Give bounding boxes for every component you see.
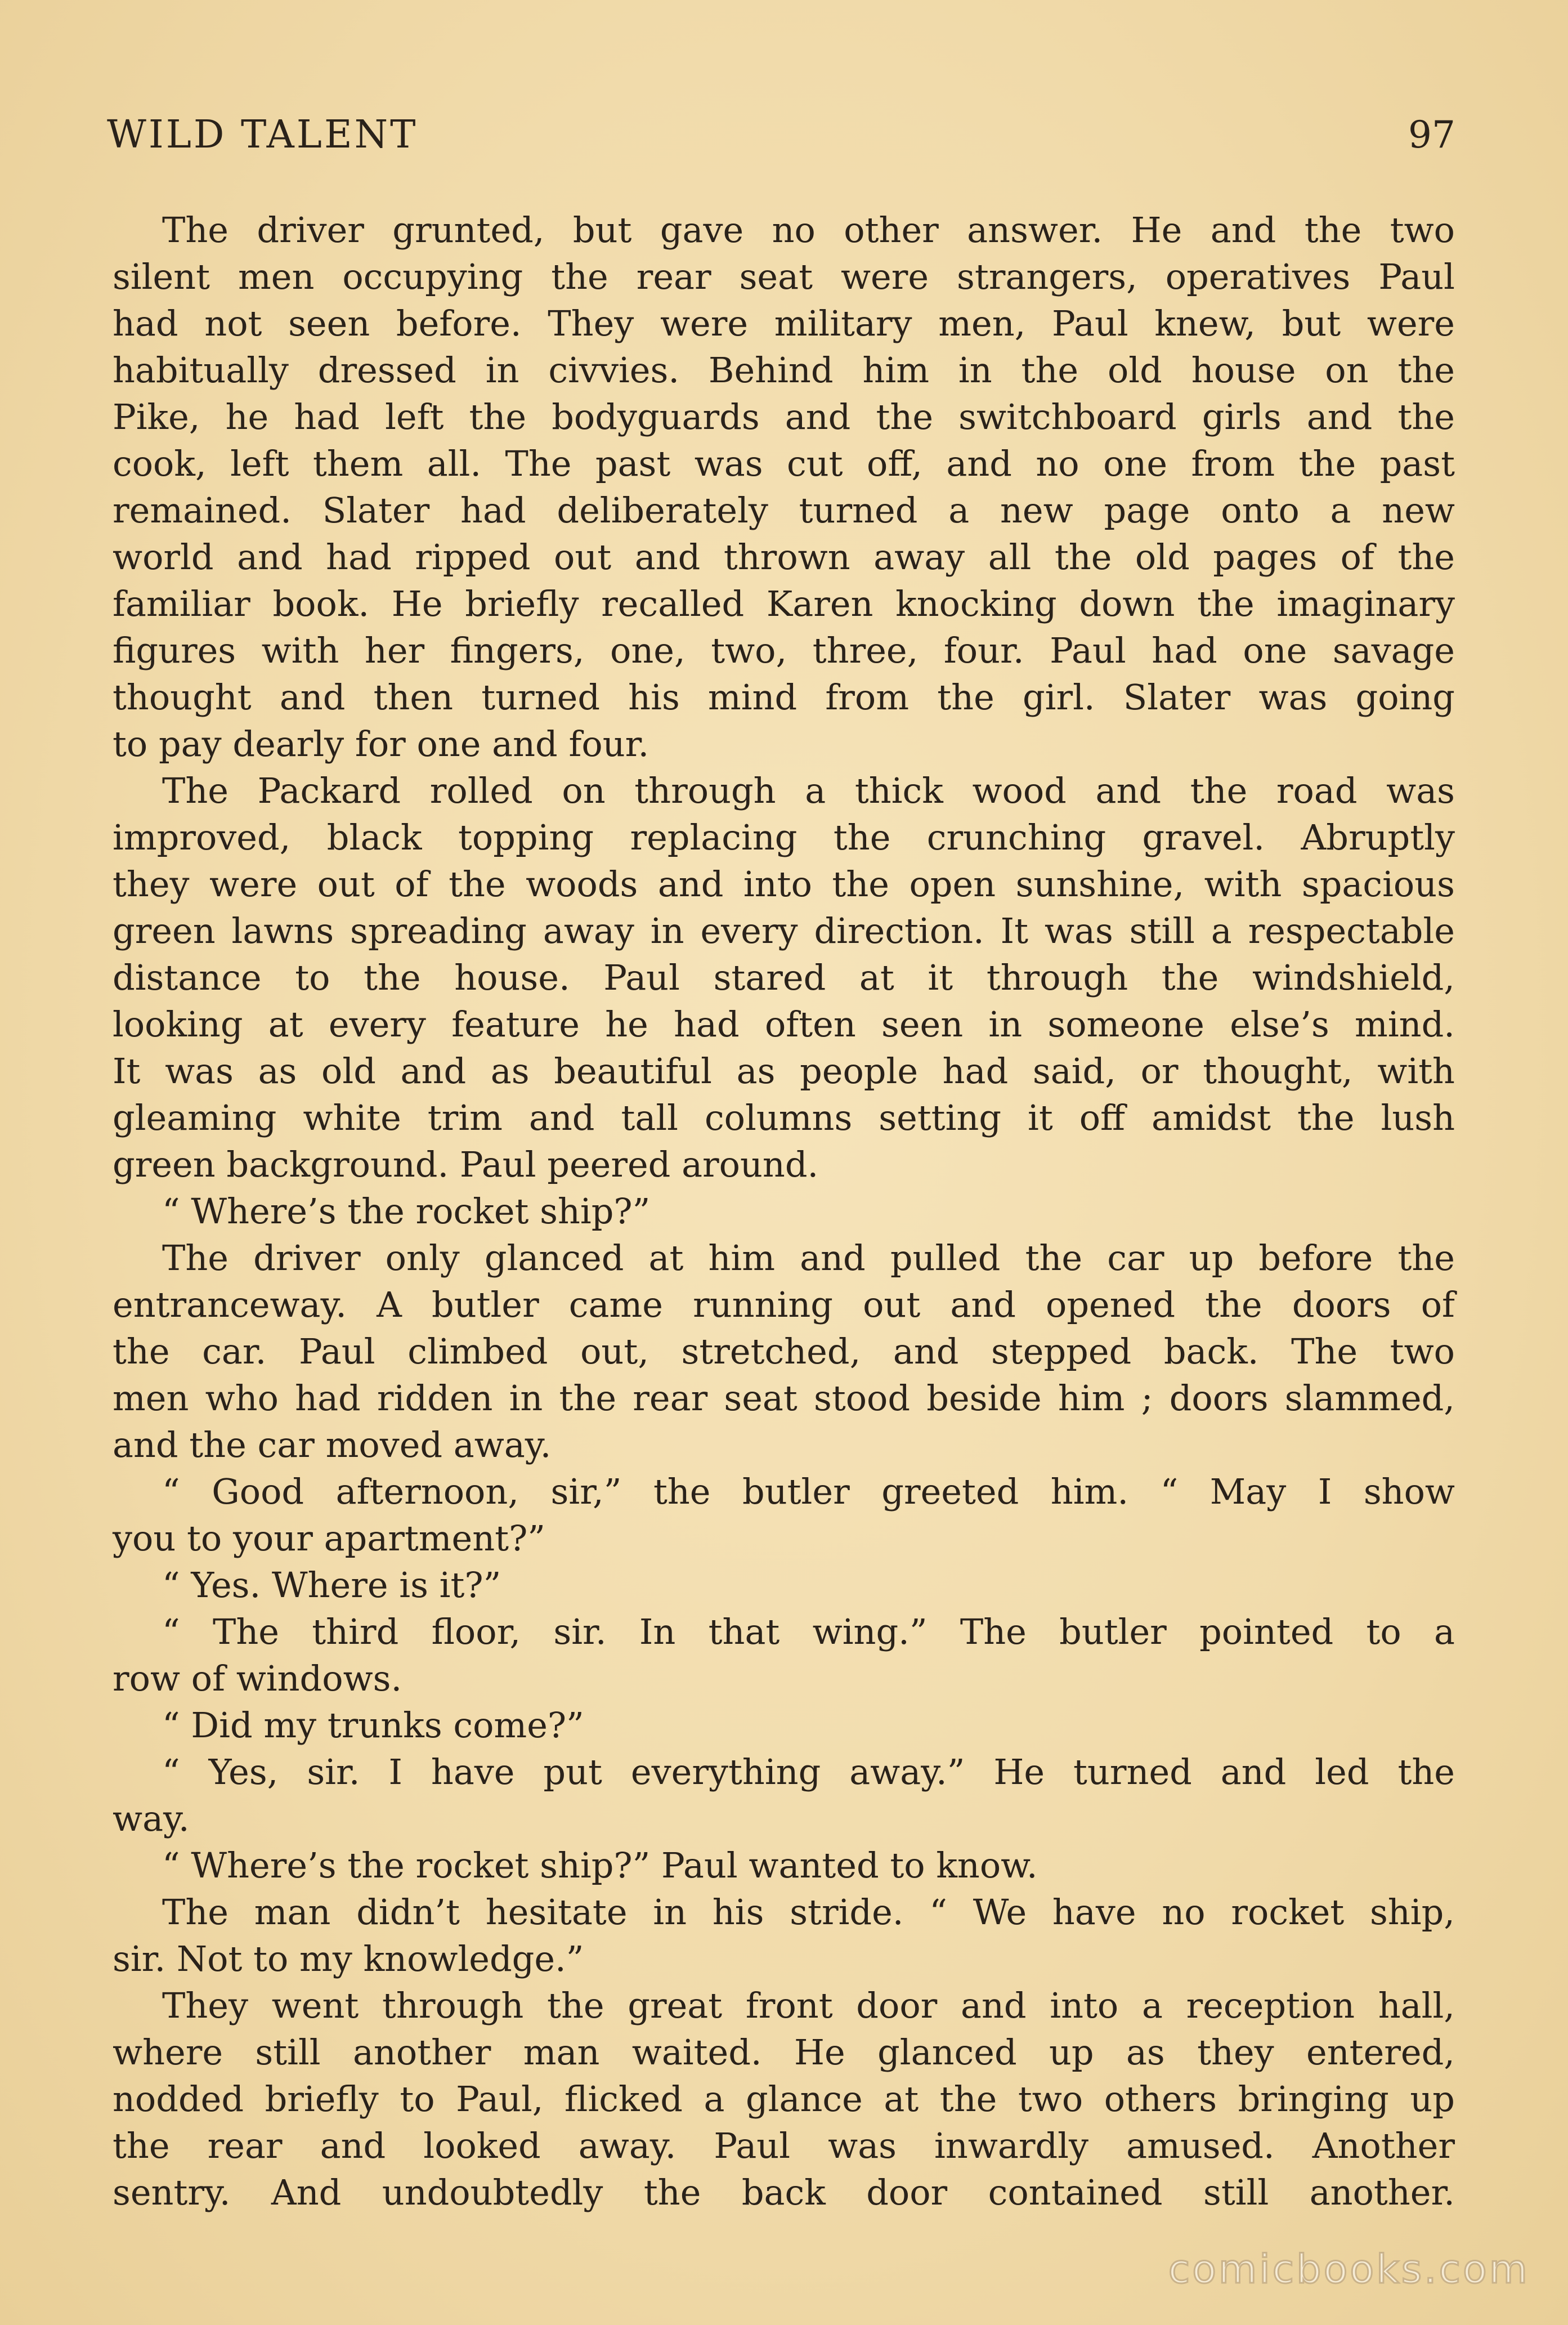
text-line: “ Good afternoon, sir,” the butler greeted him. “ May I show [162,1471,1455,1512]
text-line: men who had ridden in the rear seat stood beside him ; doors slammed, [113,1378,1455,1419]
text-line: way. [113,1798,190,1839]
running-head: WILD TALENT [107,113,418,157]
text-line: sir. Not to my knowledge.” [113,1938,584,1979]
text-line: improved, black topping replacing the crunching gravel. Abruptly [113,817,1455,858]
text-line: It was as old and as beautiful as people had said, or thought, with [113,1050,1455,1092]
text-line: figures with her fingers, one, two, three, four. Paul had one savage [113,630,1455,671]
text-line: The driver grunted, but gave no other answer. He and the two [162,209,1455,251]
text-line: “ Where’s the rocket ship?” [162,1191,651,1232]
text-line: you to your apartment?” [113,1518,546,1559]
text-line: they were out of the woods and into the open sunshine, with spacious [113,864,1455,905]
text-line: remained. Slater had deliberately turned a new page onto a new [113,490,1455,531]
text-line: green background. Paul peered around. [113,1144,819,1185]
text-line: “ Yes. Where is it?” [162,1564,501,1606]
text-line: row of windows. [113,1658,402,1699]
text-line: “ Did my trunks come?” [162,1705,584,1746]
text-line: “ Where’s the rocket ship?” Paul wanted to know. [162,1845,1038,1886]
body-text [113,207,1455,2216]
text-line: thought and then turned his mind from the girl. Slater was going [113,677,1455,718]
text-line: entranceway. A butler came running out and opened the doors of [113,1284,1455,1325]
text-line: the car. Paul climbed out, stretched, and stepped back. The two [113,1331,1455,1372]
text-line: familiar book. He briefly recalled Karen knocking down the imaginary [113,583,1455,624]
text-line: “ The third floor, sir. In that wing.” The butler pointed to a [162,1611,1455,1652]
page-number: 97 [1408,113,1455,157]
text-line: to pay dearly for one and four. [113,723,649,764]
text-line: silent men occupying the rear seat were strangers, operatives Paul [113,256,1455,297]
text-line: had not seen before. They were military men, Paul knew, but were [113,303,1455,344]
text-line: The Packard rolled on through a thick wood and the road was [162,770,1455,811]
text-line: Pike, he had left the bodyguards and the switchboard girls and the [113,396,1455,437]
watermark-logo: comicbooks.com [1168,2246,1530,2292]
text-line: nodded briefly to Paul, flicked a glance at the two others bringing up [113,2078,1455,2120]
page-header [107,107,1455,163]
text-line: the rear and looked away. Paul was inwardly amused. Another [113,2125,1455,2166]
text-line: They went through the great front door and into a reception hall, [162,1985,1455,2026]
text-line: The man didn’t hesitate in his stride. “ We have no rocket ship, [162,1892,1455,1933]
text-line: looking at every feature he had often seen in someone else’s mind. [113,1004,1455,1045]
text-line: gleaming white trim and tall columns setting it off amidst the lush [113,1097,1455,1138]
text-line: world and had ripped out and thrown away all the old pages of the [113,536,1455,578]
text-line: and the car moved away. [113,1424,552,1465]
text-line: sentry. And undoubtedly the back door contained still another. [113,2172,1455,2213]
text-line: cook, left them all. The past was cut off, and no one from the past [113,443,1455,484]
text-line: where still another man waited. He glanced up as they entered, [113,2032,1455,2073]
text-line: green lawns spreading away in every direction. It was still a respectable [113,910,1455,951]
text-line: habitually dressed in civvies. Behind him in the old house on the [113,350,1455,391]
text-line: distance to the house. Paul stared at it through the windshield, [113,957,1455,998]
text-line: “ Yes, sir. I have put everything away.” He turned and led the [162,1751,1455,1792]
text-line: The driver only glanced at him and pulled the car up before the [162,1237,1455,1278]
